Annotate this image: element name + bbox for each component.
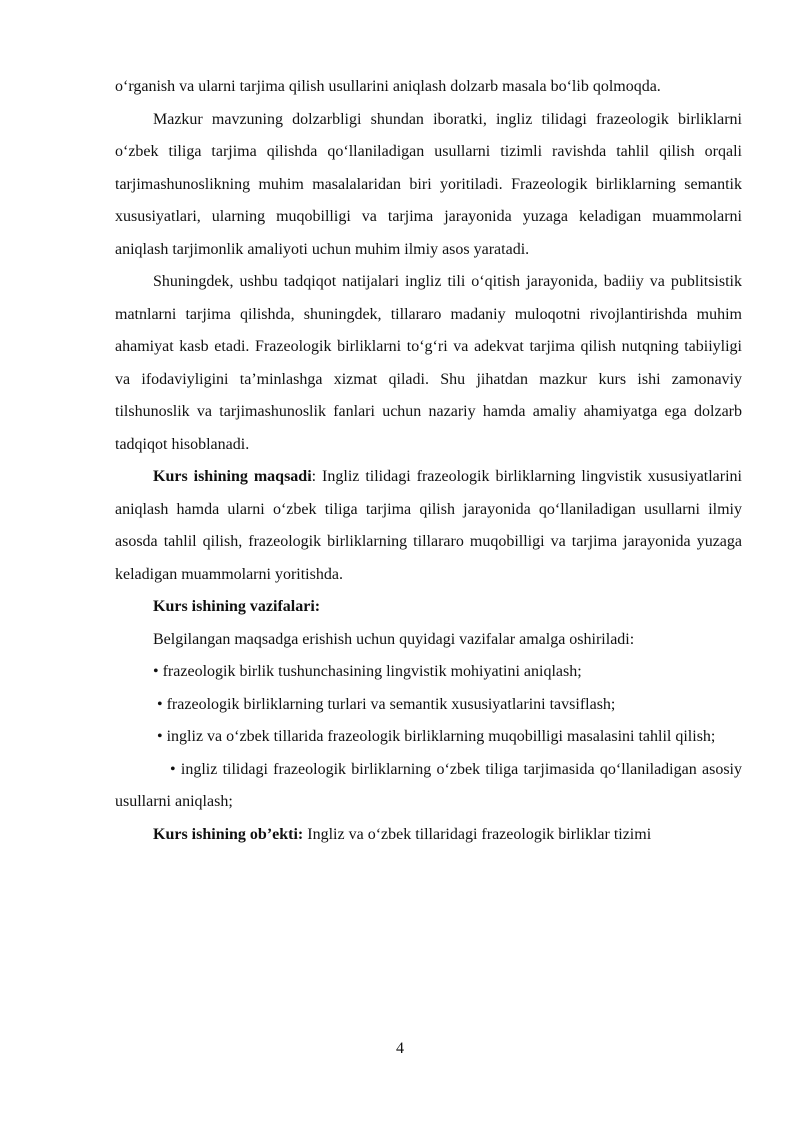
paragraph-significance: Shuningdek, ushbu tadqiqot natijalari ingliz tili o‘qitish jarayonida, badiiy va publitsistik matnlarni tarjima qilishda, shuningdek, tillararo madaniy muloqotni rivojlantirishda muhim ahamiyat kasb etadi. Frazeologik birliklarni to‘g‘ri va adekvat tarjima qilish nutqning tabiiyligi va ifodaviyligini ta’minlashga xizmat qiladi. Shu jihatdan mazkur kurs ishi zamonaviy tilshunoslik va tarjimashunoslik fanlari uchun nazariy hamda amaliy ahamiyatga ega dolzarb tadqiqot hisoblanadi. (115, 273, 742, 453)
page-body (115, 71, 742, 851)
task-item-2: • frazeologik birliklarning turlari va semantik xususiyatlarini tavsiflash; (157, 695, 616, 713)
paragraph-object (115, 819, 742, 852)
tasks-heading: Kurs ishining vazifalari: (153, 598, 321, 615)
task-item-1: • frazeologik birlik tushunchasining lingvistik mohiyatini aniqlash; (153, 663, 582, 680)
goal-label: Kurs ishining maqsadi (153, 468, 312, 485)
paragraph-goal (115, 461, 742, 591)
object-label: Kurs ishining ob’ekti: (153, 825, 304, 843)
tasks-intro: Belgilangan maqsadga erishish uchun quyidagi vazifalar amalga oshiriladi: (153, 630, 635, 648)
paragraph-continuation: o‘rganish va ularni tarjima qilish usullarini aniqlash dolzarb masala bo‘lib qolmoqda. (115, 78, 661, 95)
object-text: Ingliz va o‘zbek tillaridagi frazeologik birliklar tizimi (303, 825, 652, 843)
paragraph-relevance: Mazkur mavzuning dolzarbligi shundan iboratki, ingliz tilidagi frazeologik birliklarni o‘zbek tiliga tarjima qilishda qo‘llaniladigan usullarni tizimli ravishda tahlil qilish orqali tarjimashunoslikning muhim masalalaridan biri yoritiladi. Frazeologik birliklarning semantik xususiyatlari, ularning muqobilligi va tarjima jarayonida yuzaga keladigan muammolarni aniqlash tarjimonlik amaliyoti uchun muhim ilmiy asos yaratadi. (115, 110, 742, 258)
goal-text: : Ingliz tilidagi frazeologik birliklarning lingvistik xususiyatlarini aniqlash hamda ularni o‘zbek tiliga tarjima qilish jarayonida qo‘llaniladigan usullarni ilmiy asosda tahlil qilish, frazeologik birliklarning tillararo muqobilligi va tarjima jarayonida yuzaga keladigan muammolarni yoritishda. (115, 468, 743, 583)
task-item-3: • ingliz va o‘zbek tillarida frazeologik birliklarning muqobilligi masalasini tahlil qilish; (157, 728, 716, 745)
page-number: 4 (396, 1040, 404, 1057)
task-item-4: • ingliz tilidagi frazeologik birliklarning o‘zbek tiliga tarjimasida qo‘llaniladigan asosiy usullarni aniqlash; (115, 760, 742, 810)
